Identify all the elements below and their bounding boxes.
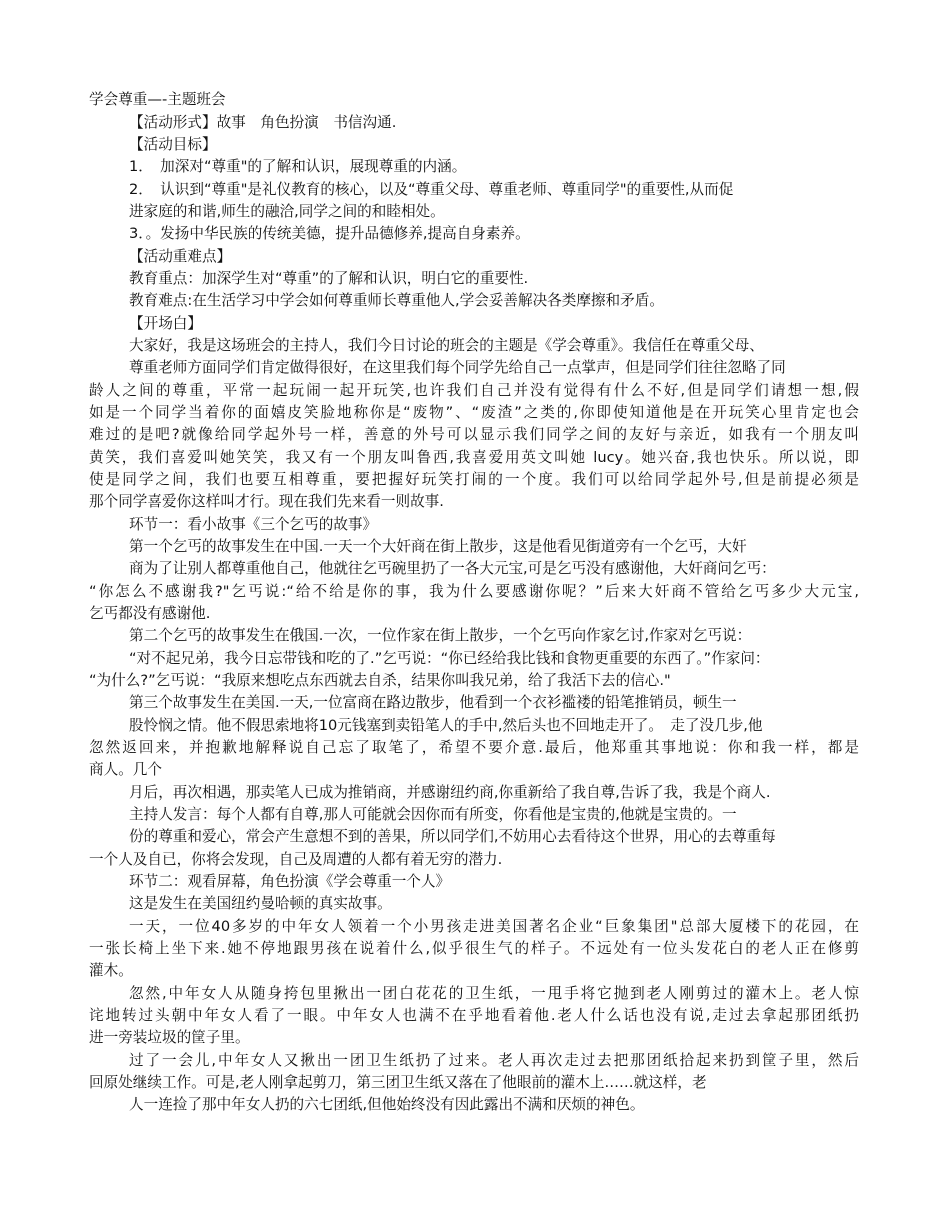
text-line: 商人。几个 — [89, 761, 162, 778]
text-line: 龄人之间的尊重，平常一起玩闹一起开玩笑,也许我们自己并没有觉得有什么不好,但是同学们请想一想,假 — [89, 382, 859, 399]
text-line: 尊重老师方面同学们肯定做得很好，在这里我们每个同学先给自己一点掌声，但是同学们往往忽略了同 — [129, 359, 786, 376]
text-line: 灌木。 — [89, 962, 133, 979]
text-line: 人一连捡了那中年女人扔的六七团纸,但他始终没有因此露出不满和厌烦的神色。 — [129, 1096, 645, 1113]
text-line: 如是一个同学当着你的面嬉皮笑脸地称你是“废物”、“废渣”之类的,你即使知道他是在开玩笑心里肯定也会 — [89, 404, 859, 421]
text-line: 第三个故事发生在美国.一天,一位富商在路边散步，他看到一个衣衫褴褛的铅笔推销员，顿生一 — [129, 694, 737, 711]
text-line: 这是发生在美国纽约曼哈顿的真实故事。 — [129, 895, 392, 912]
doc-title: 学会尊重—-主题班会 — [89, 91, 226, 108]
text-line: 诧地转过头朝中年女人看了一眼。中年女人也满不在乎地看着他.老人什么话也没有说,走过去拿起那团纸扔 — [89, 1007, 859, 1024]
text-line: 忽然返回来，并抱歉地解释说自己忘了取笔了，希望不要介意.最后，他郑重其事地说：你和我一样，都是 — [89, 739, 859, 756]
text-line: 黄笑，我们喜爱叫她笑笑，我又有一个朋友叫鲁西,我喜爱用英文叫她 lucy。她兴奋,我也快乐。所以说，即 — [89, 449, 859, 466]
text-line: 进家庭的和谐,师生的融洽,同学之间的和睦相处。 — [129, 203, 445, 220]
section-heading: 【活动重难点】 — [129, 248, 232, 265]
text-line: 使是同学之间，我们也要互相尊重，要把握好玩笑打闹的一个度。我们可以给同学起外号,但是前提必须是 — [89, 471, 859, 488]
text-line: 忽然,中年女人从随身挎包里揪出一团白花花的卫生纸，一甩手将它抛到老人刚剪过的灌木上。老人惊 — [129, 985, 859, 1002]
text-line: 第二个乞丐的故事发生在俄国.一次，一位作家在街上散步，一个乞丐向作家乞讨,作家对乞丐说： — [129, 627, 752, 644]
text-line: “你怎么不感谢我?"乞丐说:“给不给是你的事，我为什么要感谢你呢？”后来大奸商不管给乞丐多少大元宝, — [89, 583, 859, 600]
text-line: 一张长椅上坐下来.她不停地跟男孩在说着什么,似乎很生气的样子。不远处有一位头发花白的老人正在修剪 — [89, 940, 859, 957]
text-line: 一个人及自已，你将会发现，自己及周遭的人都有着无穷的潜力. — [89, 851, 503, 868]
text-line: 主持人发言：每个人都有自尊,那人可能就会因你而有所变，你看他是宝贵的,他就是宝贵的。一 — [129, 806, 737, 823]
text-line: 一天，一位40多岁的中年女人领着一个小男孩走进美国著名企业“巨象集团"总部大厦楼下的花园，在 — [129, 918, 859, 935]
section-heading: 【开场白】 — [129, 315, 202, 332]
text-line: 大家好，我是这场班会的主持人，我们今日讨论的班会的主题是《学会尊重》。我信任在尊重父母、 — [129, 337, 764, 354]
text-line: 商为了让别人都尊重他自己，他就往乞丐碗里扔了一各大元宝,可是乞丐没有感谢他，大奸商问乞丐： — [129, 560, 776, 577]
text-line: 1． 加深对“尊重"的了解和认识，展现尊重的内涵。 — [129, 158, 467, 175]
text-line: 回原处继续工作。可是,老人刚拿起剪刀，第三团卫生纸又落在了他眼前的灌木上……就这样，老 — [89, 1074, 707, 1091]
section-heading: 环节一：看小故事《三个乞丐的故事》 — [129, 516, 378, 533]
section-heading: 【活动目标】 — [129, 136, 217, 153]
text-line: 份的尊重和爱心，常会产生意想不到的善果，所以同学们,不妨用心去看待这个世界，用心的去尊重每 — [129, 828, 776, 845]
text-line: 股怜悯之情。他不假思索地将10元钱塞到卖铅笔人的手中,然后头也不回地走开了。 走了没几步,他 — [129, 717, 763, 734]
text-line: 那个同学喜爱你这样叫才行。现在我们先来看一则故事. — [89, 493, 444, 510]
text-line: 教育难点:在生活学习中学会如何尊重师长尊重他人,学会妥善解决各类摩擦和矛盾。 — [129, 292, 664, 309]
text-line: 月后，再次相遇，那卖笔人已成为推销商，并感谢纽约商,你重新给了我自尊,告诉了我，我是个商人. — [129, 784, 771, 801]
text-line: 3．。发扬中华民族的传统美德，提升品德修养,提高自身素养。 — [129, 225, 530, 242]
text-line: 第一个乞丐的故事发生在中国.一天一个大奸商在街上散步，这是他看见街道旁有一个乞丐，大奸 — [129, 538, 747, 555]
text-line: “为什么?”乞丐说：“我原来想吃点东西就去自杀，结果你叫我兄弟，给了我活下去的信心." — [89, 672, 671, 689]
text-line: 【活动形式】故事 角色扮演 书信沟通. — [129, 114, 397, 131]
text-line: 教育重点：加深学生对“尊重”的了解和认识，明白它的重要性. — [129, 270, 529, 287]
text-line: 难过的是吧?就像给同学起外号一样，善意的外号可以显示我们同学之间的友好与亲近，如我有一个朋友叫 — [89, 426, 859, 443]
text-line: 过了一会儿,中年女人又揪出一团卫生纸扔了过来。老人再次走过去把那团纸拾起来扔到筐子里，然后 — [129, 1052, 859, 1069]
text-line: “对不起兄弟，我今日忘带钱和吃的了.”乞丐说：“你已经给我比钱和食物更重要的东西了。”作家问： — [129, 650, 770, 667]
text-line: 乞丐都没有感谢他. — [89, 605, 211, 622]
section-heading: 环节二：观看屏幕，角色扮演《学会尊重一个人》 — [129, 873, 451, 890]
text-line: 2． 认识到“尊重"是礼仪教育的核心，以及“尊重父母、尊重老师、尊重同学"的重要性,从而促 — [129, 181, 734, 198]
text-line: 进一旁装垃圾的筐子里。 — [89, 1029, 250, 1046]
